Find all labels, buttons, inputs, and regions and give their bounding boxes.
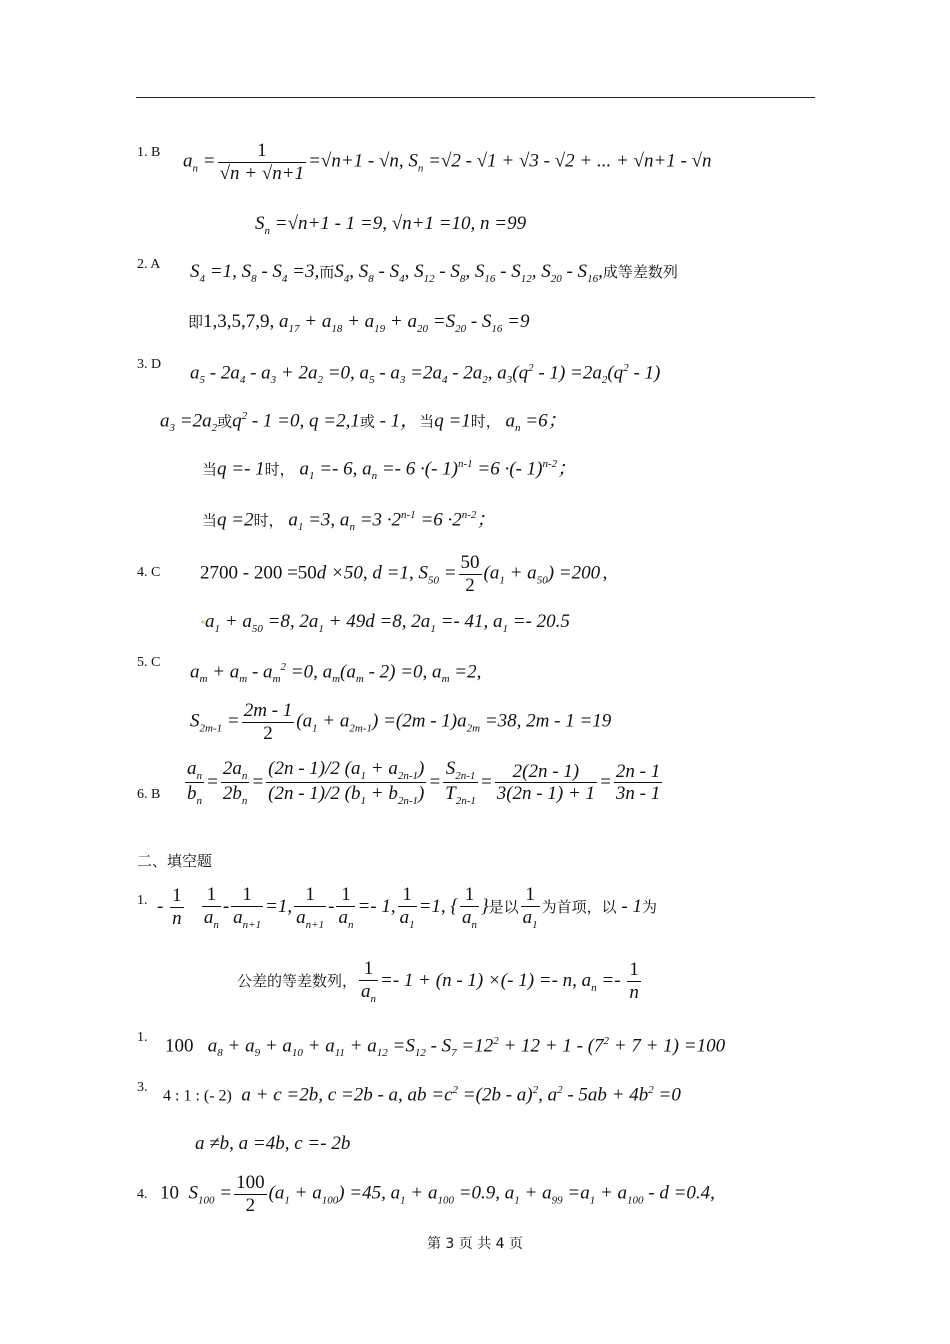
eq-2b: 即1,3,5,7,9, $a_{17} + a_{18} + a_{19} + a_{20} =S_{20} - S_{16} =9$: [188, 311, 530, 335]
eq-5b: $S_{2m-1}$ = $\frac{2m - 1}{2}$ $(a_1 + a_{2m-1}) =(2m - 1)a_{2m} =38$, 2m - 1 =19: [190, 700, 612, 744]
eq-f2: 100 $a_8 + a_9 + a_{10} + a_{11} + a_{12} =S_{12} - S_7 =12^2 + 12 + 1 - (7^2 + 7 + 1) =100$: [165, 1035, 726, 1060]
answer-4: 4. C: [137, 565, 161, 580]
section-heading: 二、填空题: [137, 852, 213, 870]
eq-3a: $a_5 - 2a_4 - a_3 + 2a_2 =0$, $a_5 - a_3 =2a_4 - 2a_2$, $a_3(q^2 - 1) =2a_2(q^2 - 1)$: [190, 362, 661, 387]
fill-4: 4.: [137, 1187, 148, 1202]
fill-1: 1.: [137, 893, 148, 908]
eq-5a: $a_m + a_m - a_m^2 =0$, $a_m(a_m - 2) =0$, $a_m =2$,: [190, 661, 482, 686]
answer-2: 2. A: [137, 257, 161, 272]
eq-4a: 2700 - 200 =50d ×50, d =1, $S_{50}$ = $\frac{50}{2}$ $(a_1 + a_{50}) =200$.,: [200, 552, 608, 596]
page-footer: 第 3 页 共 4 页: [426, 1236, 524, 1252]
eq-f1b: 公差的等差数列， $\frac{1}{a_n}$ =- 1 + (n - 1) ×(- 1) =- n, $a_n$ =- $\frac{1}{n}$: [237, 958, 639, 1005]
eq-f1a: - $\frac{1}{n}$ $\frac{1}{a_n}$ - $\frac{1}{a_{n+1}}$ =1, $\frac{1}{a_{n+1}}$ - $\frac{1}{a_n}$ =- 1, $\frac{1}{a_1}$ =1, { $\frac{1}{a_n}$ }是以 $\frac{1}{a_1}$ 为首项，以 - 1为: [157, 884, 657, 931]
eq-f3b: a ≠b, a =4b, c =- 2b: [195, 1133, 351, 1154]
eq-3b: $a_3 =2a_2$或$q^2 - 1 =0$, q =2,1或 - 1，当q =1时， $a_n =6$；: [160, 410, 567, 435]
header-rule: [136, 97, 815, 98]
eq-3c: 当q =- 1时， $a_1 =- 6$, $a_n =- 6$ ·(- 1)$^{n-1}$ =6 ·(- 1)$^{n-2}$；: [202, 458, 577, 483]
fill-3: 3.: [137, 1080, 148, 1095]
eq-f3a: 4 : 1 : (- 2) a + c =2b, c =2b - a, ab $=c^2 =(2b - a)^2$, $a^2 - 5ab + 4b^2 =0$: [163, 1084, 681, 1106]
eq-4b: $*a_1 + a_{50} =8$, $2a_1 + 49d =8$, $2a_1 =- 41$, $a_1 =- 20.5$: [200, 611, 570, 635]
eq-f4: 10 $S_{100}$ = $\frac{100}{2}$ $(a_1 + a_{100}) =45$, $a_1 + a_{100} =0.9$, $a_1 + a_{99} =a_1 + a_{100} - d =0.4$,: [160, 1172, 715, 1216]
eq-3d: 当q =2时， $a_1 =3$, $a_n =3 \cdot 2^{n-1} =6 \cdot 2^{n-2}$；: [202, 509, 496, 534]
eq-1b: $S_n =√n+1 - 1 =9$, √n+1 =10, n =99: [255, 213, 527, 237]
answer-3: 3. D: [137, 357, 162, 372]
answer-5: 5. C: [137, 655, 161, 670]
eq-1a: $a_n$ = $\frac{1}{√n + √n+1}$ =√n+1 - √n, $S_n =√2 - √1 + √3 - √2$ + ... + √n+1 - √n: [183, 140, 712, 184]
eq-2a: $S_4 =1$, $S_8 - S_4 =3$,而$S_4$, $S_8 - S_4$, $S_{12} - S_8$, $S_{16} - S_{12}$, $S_{20} - S_{16}$,成等差数列: [190, 261, 678, 285]
fill-2: 1.: [137, 1030, 148, 1045]
answer-6: 6. B: [137, 787, 161, 802]
answer-1: 1. B: [137, 145, 161, 160]
eq-6: $\frac{a_n}{b_n}$ = $\frac{2a_n}{2b_n}$ = $\frac{(2n - 1)/2 (a_1 + a_{2n-1})}{(2n - 1)/2 (b_1 + b_{2n-1})}$ = $\frac{S_{2n-1}}{T_{2n-1}}$ = $\frac{2(2n - 1)}{3(2n - 1) + 1}$ = $\frac{2n - 1}{3n - 1}$: [187, 758, 661, 808]
